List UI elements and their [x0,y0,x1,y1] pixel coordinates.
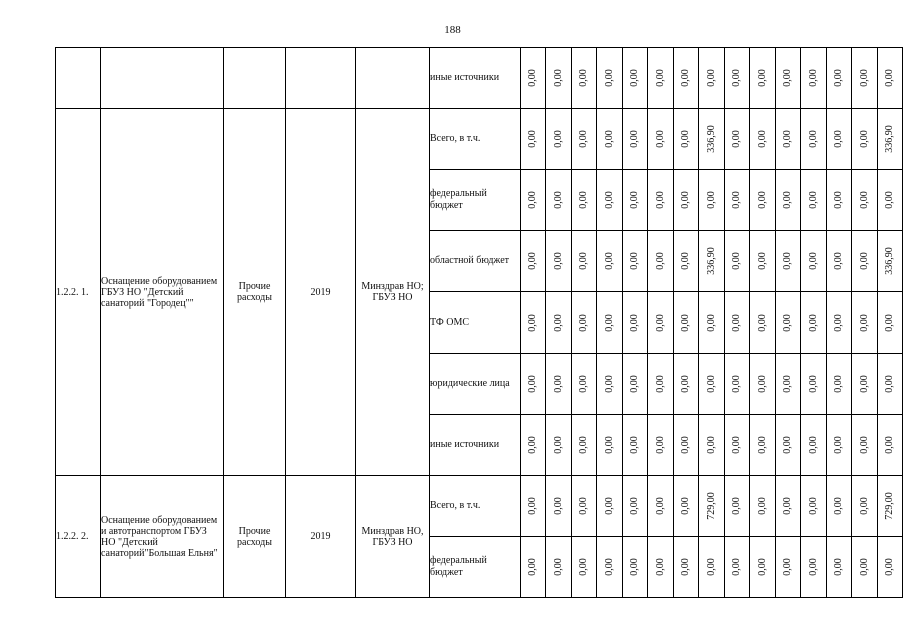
value-cell [674,415,699,476]
value-cell [597,476,623,537]
value-text: 0,00 [833,375,844,393]
value-cell [597,170,623,231]
value-text: 0,00 [654,191,666,209]
value-text: 0,00 [731,375,742,393]
value-text: 0,00 [654,313,666,332]
value-cell [597,354,623,415]
value-text: 0,00 [603,313,615,332]
value-cell [572,231,597,292]
value-text: 0,00 [807,313,819,332]
value-text: 0,00 [858,558,870,576]
value-cell [521,48,546,109]
value-text: 0,00 [858,436,870,454]
value-text: 0,00 [680,69,691,87]
value-cell [597,415,623,476]
value-text: 0,00 [833,436,844,454]
value-cell [546,231,572,292]
value-text: 0,00 [884,191,895,209]
value-cell [699,537,725,598]
value-text: 0,00 [756,191,768,209]
value-text: 0,00 [833,497,844,515]
value-cell [776,292,801,354]
value-cell [699,109,725,170]
value-text: 0,00 [578,497,589,515]
value-text: 0,00 [782,313,793,332]
value-cell [776,109,801,170]
value-text: 336,90 [705,125,717,153]
value-cell [699,231,725,292]
responsible-cell: Минздрав НО; ГБУЗ НО [356,109,430,476]
activity-number-cell: 1.2.2. 2. [56,476,101,598]
value-text: 0,00 [603,436,615,454]
value-cell [572,109,597,170]
value-cell [801,292,827,354]
value-cell [546,354,572,415]
value-text: 0,00 [629,252,640,270]
value-text: 0,00 [807,497,819,515]
value-cell [546,415,572,476]
funding-source-cell: иные источники [430,415,521,476]
value-cell [852,476,878,537]
expense-type-cell [224,48,286,109]
value-text: 0,00 [858,191,870,209]
value-text: 0,00 [833,130,844,148]
value-cell [674,354,699,415]
funding-source-cell: федеральный бюджет [430,537,521,598]
value-text: 0,00 [807,436,819,454]
funding-source-cell: Всего, в т.ч. [430,476,521,537]
value-cell [521,354,546,415]
value-cell [827,476,852,537]
value-cell [852,415,878,476]
value-cell [878,231,903,292]
value-text: 0,00 [552,313,564,332]
value-text: 0,00 [527,252,538,270]
value-text: 0,00 [833,191,844,209]
value-cell [572,170,597,231]
value-cell [827,415,852,476]
funding-source-cell: федеральный бюджет [430,170,521,231]
value-text: 0,00 [629,313,640,332]
value-cell [725,476,750,537]
value-text: 0,00 [680,375,691,393]
value-cell [750,292,776,354]
value-text: 0,00 [527,313,538,332]
value-text: 0,00 [578,558,589,576]
value-text: 0,00 [833,313,844,332]
value-cell [725,170,750,231]
value-cell [878,292,903,354]
value-cell [521,476,546,537]
value-text: 0,00 [705,436,717,454]
value-text: 0,00 [603,558,615,576]
value-text: 0,00 [552,558,564,576]
value-cell [674,231,699,292]
value-text: 0,00 [858,69,870,87]
value-cell [521,292,546,354]
value-cell [572,48,597,109]
value-text: 0,00 [527,436,538,454]
value-text: 0,00 [756,497,768,515]
value-cell [521,231,546,292]
value-cell [750,231,776,292]
value-text: 0,00 [756,252,768,270]
value-text: 0,00 [680,436,691,454]
value-text: 0,00 [731,313,742,332]
value-cell [750,537,776,598]
value-cell [827,231,852,292]
value-text: 0,00 [552,69,564,87]
table-row [56,476,903,537]
expense-type-cell: Прочие расходы [224,109,286,476]
year-cell: 2019 [286,476,356,598]
value-cell [699,354,725,415]
value-cell [750,476,776,537]
value-cell [623,476,648,537]
value-cell [827,48,852,109]
value-cell [648,109,674,170]
value-cell [699,170,725,231]
expense-type-cell: Прочие расходы [224,476,286,598]
value-text: 0,00 [552,497,564,515]
value-text: 0,00 [782,252,793,270]
value-cell [878,109,903,170]
value-text: 0,00 [731,191,742,209]
value-text: 0,00 [858,313,870,332]
activity-name-cell: Оснащение оборудованием ГБУЗ НО "Детский санаторий "Городец"" [101,109,224,476]
value-cell [878,170,903,231]
responsible-cell: Минздрав НО, ГБУЗ НО [356,476,430,598]
value-cell [546,537,572,598]
value-text: 336,90 [705,247,717,275]
value-cell [801,231,827,292]
activity-number-cell: 1.2.2. 1. [56,109,101,476]
value-text: 0,00 [884,313,895,332]
value-text: 0,00 [807,130,819,148]
value-text: 0,00 [731,436,742,454]
value-text: 0,00 [578,69,589,87]
value-text: 0,00 [858,252,870,270]
value-cell [674,170,699,231]
value-text: 0,00 [654,69,666,87]
value-cell [725,415,750,476]
value-text: 0,00 [884,375,895,393]
value-text: 0,00 [833,558,844,576]
value-cell [597,231,623,292]
value-cell [648,354,674,415]
value-cell [572,292,597,354]
value-text: 0,00 [552,130,564,148]
value-cell [776,231,801,292]
value-text: 336,90 [884,247,895,275]
value-cell [648,476,674,537]
value-text: 0,00 [654,497,666,515]
value-text: 0,00 [552,191,564,209]
value-cell [623,415,648,476]
value-cell [521,415,546,476]
value-cell [546,292,572,354]
value-cell [623,537,648,598]
value-cell [725,537,750,598]
value-text: 0,00 [782,130,793,148]
value-text: 0,00 [552,436,564,454]
value-text: 0,00 [527,558,538,576]
value-cell [750,109,776,170]
value-cell [725,48,750,109]
value-cell [674,109,699,170]
value-cell [750,415,776,476]
value-text: 0,00 [603,375,615,393]
value-cell [623,292,648,354]
value-text: 0,00 [552,375,564,393]
value-text: 0,00 [680,313,691,332]
value-text: 0,00 [705,191,717,209]
value-cell [801,537,827,598]
value-cell [801,476,827,537]
funding-source-cell: иные источники [430,48,521,109]
value-cell [572,415,597,476]
value-text: 0,00 [527,497,538,515]
value-cell [852,354,878,415]
budget-table [55,47,903,598]
value-text: 0,00 [858,497,870,515]
value-cell [725,354,750,415]
value-text: 0,00 [578,313,589,332]
value-cell [546,109,572,170]
value-cell [674,476,699,537]
value-cell [725,292,750,354]
value-cell [852,170,878,231]
value-text: 0,00 [578,130,589,148]
value-text: 0,00 [552,252,564,270]
value-text: 0,00 [680,191,691,209]
value-cell [852,231,878,292]
value-cell [572,537,597,598]
value-text: 0,00 [884,558,895,576]
value-text: 0,00 [807,558,819,576]
value-text: 0,00 [654,558,666,576]
value-text: 0,00 [578,191,589,209]
value-text: 0,00 [527,69,538,87]
value-cell [674,48,699,109]
value-text: 0,00 [731,497,742,515]
value-cell [725,231,750,292]
value-text: 0,00 [629,497,640,515]
value-cell [878,415,903,476]
value-text: 0,00 [756,69,768,87]
value-cell [623,170,648,231]
value-cell [750,354,776,415]
value-text: 729,00 [705,492,717,520]
value-text: 0,00 [782,558,793,576]
value-cell [827,170,852,231]
value-text: 336,90 [884,125,895,153]
value-text: 0,00 [807,191,819,209]
value-text: 0,00 [858,375,870,393]
value-text: 0,00 [527,191,538,209]
value-text: 0,00 [603,69,615,87]
value-cell [852,537,878,598]
value-text: 0,00 [629,558,640,576]
value-cell [878,354,903,415]
value-cell [699,415,725,476]
value-cell [623,354,648,415]
value-text: 0,00 [731,558,742,576]
value-text: 0,00 [578,436,589,454]
funding-source-cell: ТФ ОМС [430,292,521,354]
value-text: 0,00 [782,375,793,393]
value-text: 0,00 [680,130,691,148]
value-cell [623,48,648,109]
value-cell [827,292,852,354]
value-cell [597,109,623,170]
value-text: 0,00 [731,252,742,270]
value-text: 0,00 [654,436,666,454]
value-text: 0,00 [680,252,691,270]
value-text: 0,00 [680,558,691,576]
value-text: 0,00 [807,252,819,270]
responsible-cell [356,48,430,109]
value-cell [852,48,878,109]
value-text: 0,00 [858,130,870,148]
value-text: 0,00 [807,69,819,87]
value-text: 0,00 [527,375,538,393]
value-text: 0,00 [578,252,589,270]
value-cell [776,48,801,109]
value-text: 0,00 [833,69,844,87]
value-cell [776,354,801,415]
value-text: 0,00 [629,375,640,393]
value-text: 0,00 [680,497,691,515]
value-text: 0,00 [527,130,538,148]
value-cell [827,109,852,170]
value-text: 0,00 [603,252,615,270]
value-text: 0,00 [629,436,640,454]
value-text: 0,00 [654,375,666,393]
value-cell [546,170,572,231]
value-cell [648,170,674,231]
value-text: 0,00 [756,375,768,393]
value-cell [878,476,903,537]
value-text: 0,00 [884,69,895,87]
value-cell [852,292,878,354]
value-cell [597,537,623,598]
value-cell [699,292,725,354]
value-cell [648,48,674,109]
value-cell [827,354,852,415]
value-cell [521,537,546,598]
value-text: 0,00 [782,436,793,454]
value-text: 0,00 [756,558,768,576]
value-text: 0,00 [603,497,615,515]
value-cell [878,48,903,109]
value-cell [521,109,546,170]
funding-source-cell: областной бюджет [430,231,521,292]
value-text: 0,00 [782,69,793,87]
value-text: 729,00 [884,492,895,520]
value-cell [776,537,801,598]
value-cell [776,415,801,476]
value-text: 0,00 [756,130,768,148]
value-text: 0,00 [654,252,666,270]
value-text: 0,00 [782,191,793,209]
funding-source-cell: юридические лица [430,354,521,415]
value-cell [521,170,546,231]
activity-number-cell [56,48,101,109]
value-cell [546,476,572,537]
value-cell [572,354,597,415]
value-cell [546,48,572,109]
value-cell [827,537,852,598]
value-text: 0,00 [578,375,589,393]
value-text: 0,00 [705,313,717,332]
value-text: 0,00 [705,558,717,576]
value-cell [623,109,648,170]
value-text: 0,00 [756,436,768,454]
value-text: 0,00 [807,375,819,393]
activity-name-cell: Оснащение оборудованием и автотранспортом ГБУЗ НО "Детский санаторий"Большая Ельня" [101,476,224,598]
value-cell [572,476,597,537]
value-text: 0,00 [782,497,793,515]
value-cell [801,354,827,415]
value-cell [750,48,776,109]
value-cell [674,292,699,354]
value-cell [699,48,725,109]
value-cell [878,537,903,598]
value-cell [776,170,801,231]
value-text: 0,00 [629,69,640,87]
value-cell [801,415,827,476]
funding-source-cell: Всего, в т.ч. [430,109,521,170]
value-text: 0,00 [705,69,717,87]
activity-name-cell [101,48,224,109]
value-cell [776,476,801,537]
value-cell [648,415,674,476]
value-cell [801,170,827,231]
value-text: 0,00 [654,130,666,148]
value-text: 0,00 [884,436,895,454]
value-cell [648,537,674,598]
value-text: 0,00 [629,191,640,209]
year-cell: 2019 [286,109,356,476]
value-text: 0,00 [705,375,717,393]
page-number: 188 [444,24,461,36]
value-cell [801,109,827,170]
value-cell [597,292,623,354]
value-cell [699,476,725,537]
value-cell [648,231,674,292]
value-text: 0,00 [603,130,615,148]
value-cell [725,109,750,170]
value-text: 0,00 [629,130,640,148]
year-cell [286,48,356,109]
value-text: 0,00 [603,191,615,209]
value-cell [597,48,623,109]
value-text: 0,00 [756,313,768,332]
value-cell [648,292,674,354]
value-cell [852,109,878,170]
value-cell [623,231,648,292]
table-row [56,109,903,170]
value-cell [674,537,699,598]
table-row [56,48,903,109]
value-cell [801,48,827,109]
value-text: 0,00 [833,252,844,270]
value-text: 0,00 [731,130,742,148]
value-text: 0,00 [731,69,742,87]
value-cell [750,170,776,231]
